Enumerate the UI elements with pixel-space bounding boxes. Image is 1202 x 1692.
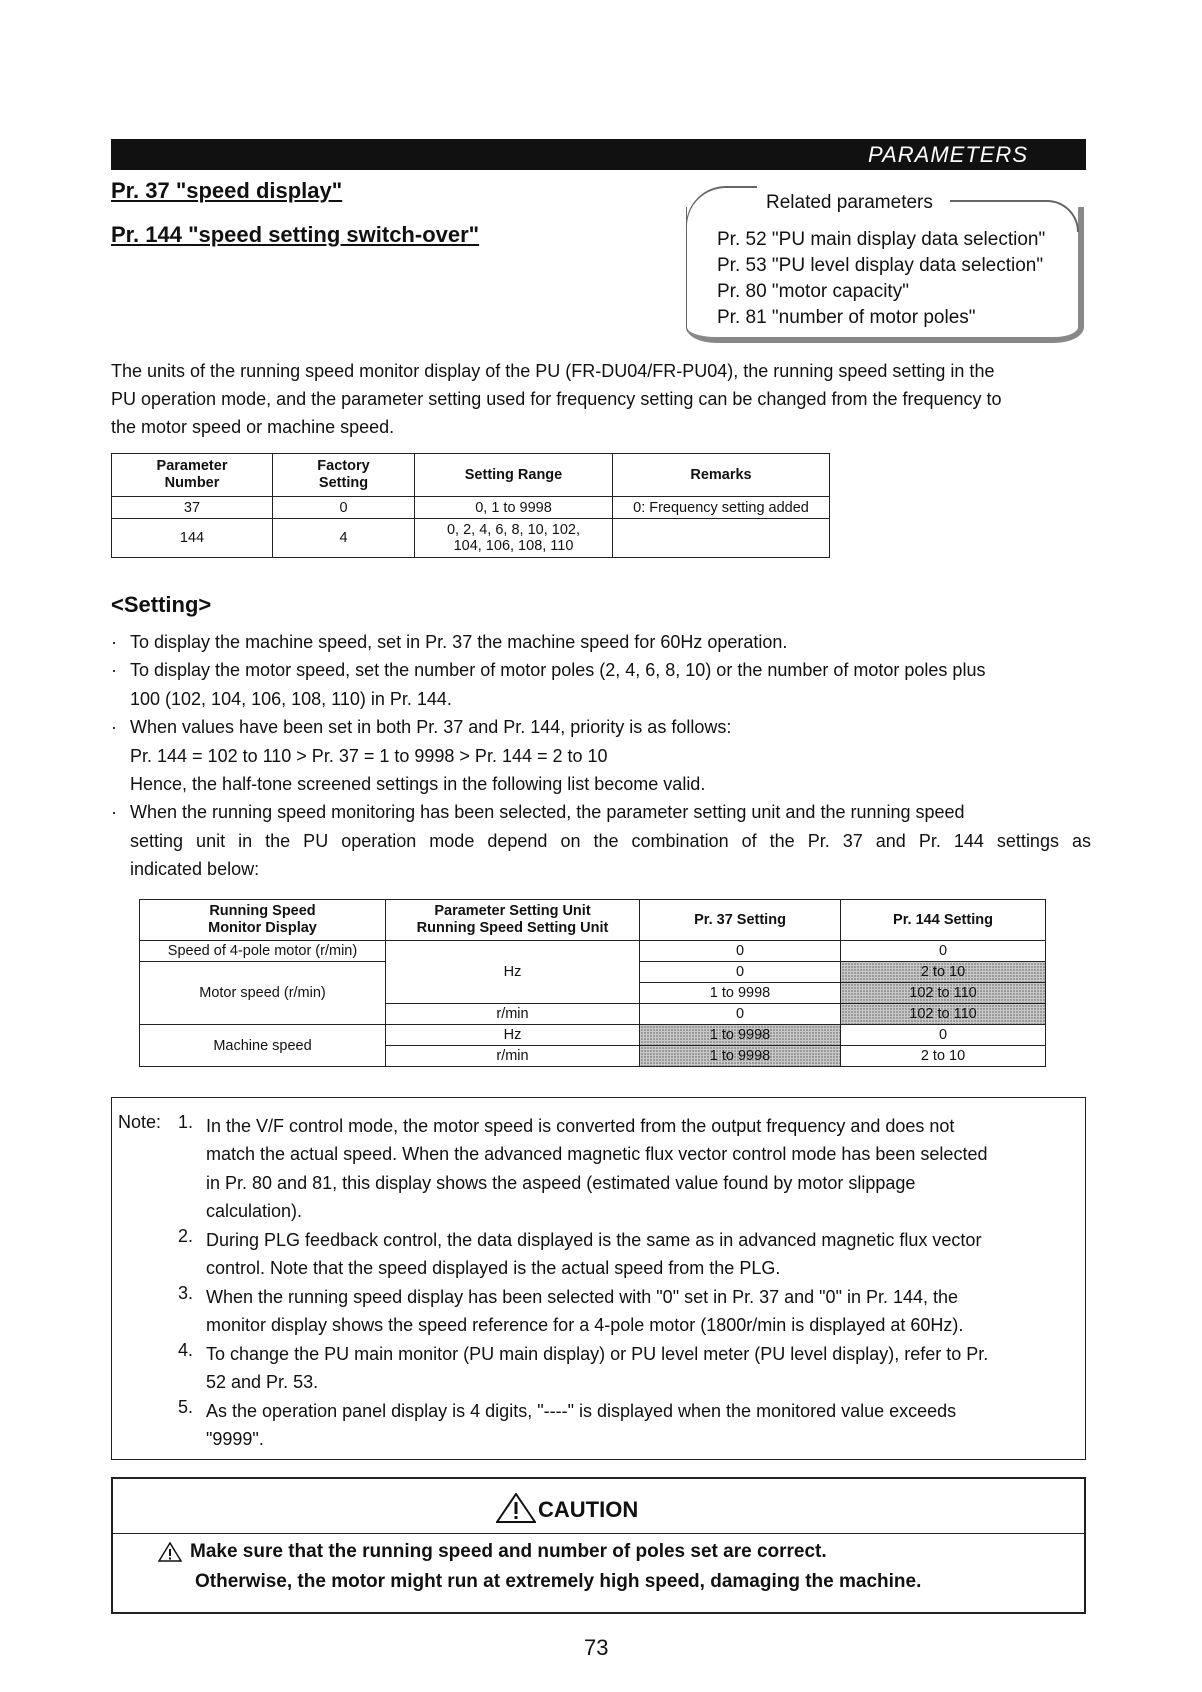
pr37-cell: 1 to 9998 [640, 983, 841, 1004]
setting-unit-header: Parameter Setting Unit Running Speed Setting Unit [386, 900, 640, 941]
page-number: 73 [584, 1635, 609, 1660]
factory-setting-header: Factory Setting [273, 454, 415, 497]
note-line: As the operation panel display is 4 digits, "----" is displayed when the monitored value exceeds [206, 1401, 957, 1421]
priority-line: Pr. 144 = 102 to 110 > Pr. 37 = 1 to 9998 > Pr. 144 = 2 to 10 [130, 746, 608, 766]
remarks-cell: 0: Frequency setting added [613, 497, 830, 519]
note-line: 52 and Pr. 53. [206, 1372, 319, 1392]
note-number: 3. [178, 1283, 194, 1303]
related-box-corner [686, 186, 757, 228]
pr37-setting-header: Pr. 37 Setting [640, 900, 841, 941]
pr37-cell-shaded: 1 to 9998 [640, 1046, 841, 1067]
pr144-title: Pr. 144 "speed setting switch-over" [111, 222, 480, 247]
related-box-corner [950, 200, 1079, 232]
remarks-header: Remarks [613, 454, 830, 497]
bullet-dot: · [111, 660, 117, 680]
unit-cell: r/min [386, 1046, 640, 1067]
note-line: In the V/F control mode, the motor speed is converted from the output frequency and does not [206, 1116, 955, 1136]
bullet-dot: · [111, 632, 117, 652]
note-line: "9999". [206, 1429, 264, 1449]
range-cell: 0, 2, 4, 6, 8, 10, 102, 104, 106, 108, 110 [415, 519, 613, 558]
note-number: 5. [178, 1397, 194, 1417]
factory-cell: 0 [273, 497, 415, 519]
note-line: in Pr. 80 and 81, this display shows the aspeed (estimated value found by motor slippage [206, 1173, 916, 1193]
note-number: 1. [178, 1112, 194, 1132]
intro-line: the motor speed or machine speed. [111, 417, 395, 437]
caution-divider [111, 1533, 1086, 1534]
section-header-bar [111, 139, 1086, 170]
setting-heading: <Setting> [111, 592, 212, 617]
caution-line: Make sure that the running speed and number of poles set are correct. [190, 1541, 827, 1562]
caution-line: Otherwise, the motor might run at extremely high speed, damaging the machine. [195, 1571, 922, 1592]
table-row [112, 497, 830, 519]
note-number: 2. [178, 1226, 194, 1246]
pr144-cell-shaded: 102 to 110 [841, 983, 1046, 1004]
bullet-text: 100 (102, 104, 106, 108, 110) in Pr. 144. [130, 689, 452, 709]
note-line: calculation). [206, 1201, 303, 1221]
table-header-row [140, 900, 1046, 941]
pr37-title: Pr. 37 "speed display" [111, 178, 343, 203]
bullet-text: indicated below: [130, 859, 260, 879]
pr37-cell: 0 [640, 962, 841, 983]
pr37-cell: 0 [640, 941, 841, 962]
parameter-table [111, 453, 830, 558]
table-header-row [112, 454, 830, 497]
factory-cell: 4 [273, 519, 415, 558]
unit-cell: Hz [386, 941, 640, 1004]
bullet-text: When the running speed monitoring has been selected, the parameter setting unit and the running speed [130, 802, 965, 822]
pr144-cell-shaded: 2 to 10 [841, 962, 1046, 983]
param-number-header: Parameter Number [112, 454, 273, 497]
related-item: Pr. 52 "PU main display data selection" [717, 229, 1046, 250]
bullet-text: To display the machine speed, set in Pr. 37 the machine speed for 60Hz operation. [130, 632, 788, 652]
intro-line: The units of the running speed monitor display of the PU (FR-DU04/FR-PU04), the running speed setting in the [111, 361, 995, 381]
table-row [140, 941, 1046, 962]
pr144-cell: 0 [841, 941, 1046, 962]
range-cell: 0, 1 to 9998 [415, 497, 613, 519]
note-line: match the actual speed. When the advanced magnetic flux vector control mode has been selected [206, 1144, 988, 1164]
pr37-cell: 0 [640, 1004, 841, 1025]
bullet-text: To display the motor speed, set the number of motor poles (2, 4, 6, 8, 10) or the number of motor poles plus [130, 660, 986, 680]
param-number-cell: 144 [112, 519, 273, 558]
pr144-cell: 2 to 10 [841, 1046, 1046, 1067]
bullet-text: When values have been set in both Pr. 37 and Pr. 144, priority is as follows: [130, 717, 732, 737]
bullet-dot: · [111, 717, 117, 737]
unit-cell: r/min [386, 1004, 640, 1025]
note-line: To change the PU main monitor (PU main display) or PU level meter (PU level display), refer to Pr. [206, 1344, 989, 1364]
monitor-cell: Machine speed [140, 1025, 386, 1067]
bullet-dot: · [111, 802, 117, 822]
related-item: Pr. 80 "motor capacity" [717, 281, 909, 302]
warning-triangle-icon [496, 1493, 536, 1523]
note-line: control. Note that the speed displayed is the actual speed from the PLG. [206, 1258, 781, 1278]
related-item: Pr. 81 "number of motor poles" [717, 307, 976, 328]
section-header-title: PARAMETERS [868, 142, 1028, 167]
related-item: Pr. 53 "PU level display data selection" [717, 255, 1044, 276]
hence-line: Hence, the half-tone screened settings in the following list become valid. [130, 774, 706, 794]
bullet-text: setting unit in the PU operation mode depend on the combination of the Pr. 37 and Pr. 144 settings as [130, 831, 1091, 851]
pr144-setting-header: Pr. 144 Setting [841, 900, 1046, 941]
monitor-cell: Motor speed (r/min) [140, 962, 386, 1025]
table-row [112, 519, 830, 558]
table-row [140, 1025, 1046, 1046]
monitor-cell: Speed of 4-pole motor (r/min) [140, 941, 386, 962]
monitor-display-header: Running Speed Monitor Display [140, 900, 386, 941]
related-parameters-label: Related parameters [760, 192, 939, 214]
caution-title [496, 1493, 638, 1523]
setting-range-header: Setting Range [415, 454, 613, 497]
param-number-cell: 37 [112, 497, 273, 519]
setting-unit-table [139, 899, 1046, 1067]
remarks-cell [613, 519, 830, 558]
pr144-cell: 0 [841, 1025, 1046, 1046]
pr37-cell-shaded: 1 to 9998 [640, 1025, 841, 1046]
note-number: 4. [178, 1340, 194, 1360]
note-label: Note: [118, 1112, 162, 1132]
intro-line: PU operation mode, and the parameter setting used for frequency setting can be changed from the frequency to [111, 389, 1002, 409]
caution-label: CAUTION [538, 1497, 639, 1522]
note-line: monitor display shows the speed reference for a 4-pole motor (1800r/min is displayed at 60Hz). [206, 1315, 964, 1335]
note-line: During PLG feedback control, the data displayed is the same as in advanced magnetic flux vector [206, 1230, 982, 1250]
pr144-cell-shaded: 102 to 110 [841, 1004, 1046, 1025]
unit-cell: Hz [386, 1025, 640, 1046]
note-line: When the running speed display has been selected with "0" set in Pr. 37 and "0" in Pr. 144, the [206, 1287, 959, 1307]
warning-triangle-icon [158, 1542, 182, 1562]
